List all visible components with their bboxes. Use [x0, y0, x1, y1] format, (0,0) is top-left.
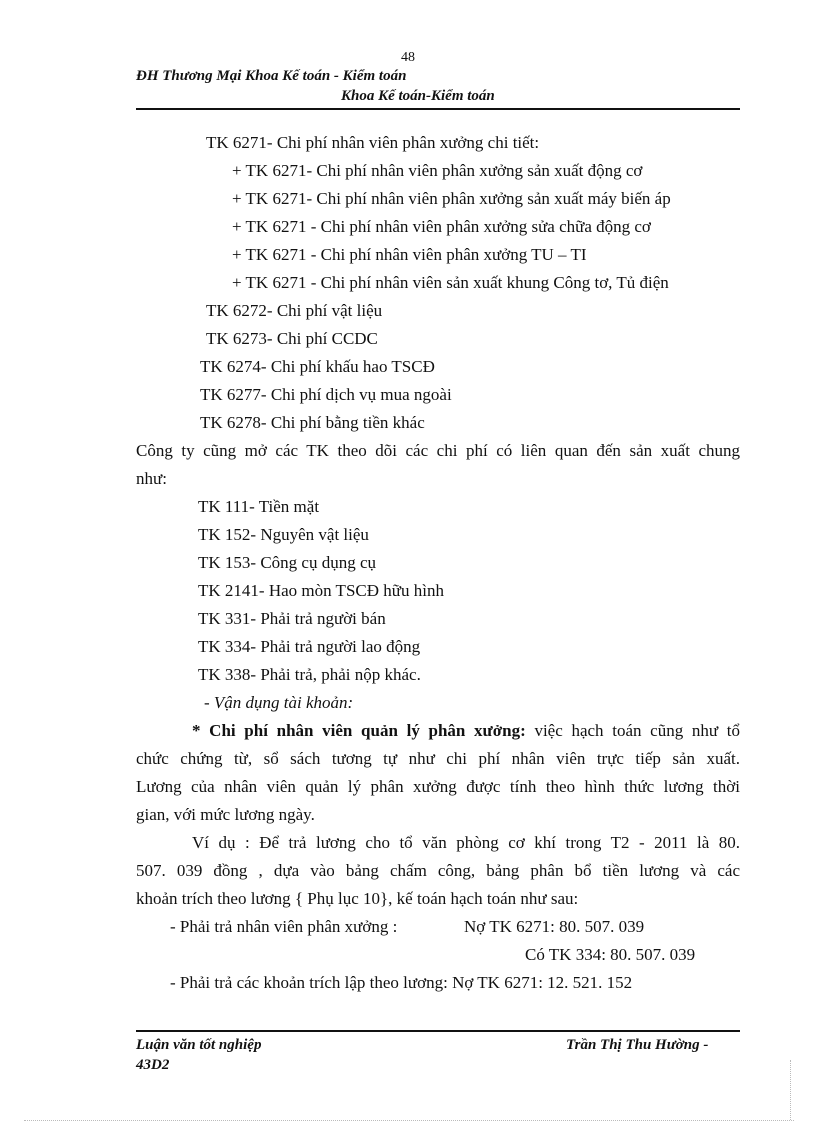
- footer-rule: [136, 1030, 740, 1032]
- intro-line-2: như:: [136, 469, 167, 488]
- entry1-debit: Nợ TK 6271: 80. 507. 039: [464, 917, 645, 936]
- footer-class-code: 43D2: [136, 1057, 170, 1073]
- account-item: TK 331- Phải trả người bán: [198, 609, 386, 628]
- footer-left: Luận văn tốt nghiệp: [136, 1037, 262, 1053]
- account-item: TK 152- Nguyên vật liệu: [198, 525, 369, 544]
- para1-line-1: [192, 720, 740, 742]
- entry1-label: - Phải trả nhân viên phân xưởng :: [170, 917, 398, 936]
- entry1-credit: Có TK 334: 80. 507. 039: [525, 945, 696, 964]
- para1-bold-lead: * Chi phí nhân viên quản lý phân xưởng:: [192, 721, 526, 740]
- page-border-dotted: [24, 1120, 794, 1121]
- sub-item: + TK 6271- Chi phí nhân viên phân xưởng sản xuất máy biến áp: [232, 189, 671, 208]
- tk-item: TK 6274- Chi phí khấu hao TSCĐ: [200, 357, 435, 376]
- header-line-2: Khoa Kế toán-Kiểm toán: [341, 88, 495, 104]
- footer-right: Trần Thị Thu Hường -: [566, 1037, 709, 1053]
- entry2: - Phải trả các khoản trích lập theo lương: Nợ TK 6271: 12. 521. 152: [170, 973, 633, 992]
- account-item: TK 2141- Hao mòn TSCĐ hữu hình: [198, 581, 444, 600]
- tk6271-detail: TK 6271- Chi phí nhân viên phân xưởng chi tiết:: [206, 133, 540, 152]
- account-item: TK 334- Phải trả người lao động: [198, 637, 421, 656]
- tk-item: TK 6277- Chi phí dịch vụ mua ngoài: [200, 385, 452, 404]
- account-item: TK 153- Công cụ dụng cụ: [198, 553, 377, 572]
- page-border-dotted-vertical: [790, 1060, 791, 1120]
- account-item: TK 111- Tiền mặt: [198, 497, 320, 516]
- para2-line-3: khoản trích theo lương { Phụ lục 10}, kế toán hạch toán như sau:: [136, 889, 579, 908]
- para1-line-3: Lương của nhân viên quản lý phân xưởng được tính theo hình thức lương thời: [136, 777, 740, 796]
- para1-line-1-rest: việc hạch toán cũng như tổ: [525, 721, 741, 740]
- page-number: 48: [401, 50, 415, 65]
- header-rule: [136, 108, 740, 110]
- para2-line-2: 507. 039 đồng , dựa vào bảng chấm công, bảng phân bổ tiền lương và các: [136, 861, 740, 880]
- account-item: TK 338- Phải trả, phải nộp khác.: [198, 665, 421, 684]
- tk-item: TK 6272- Chi phí vật liệu: [206, 301, 383, 320]
- sub-item: + TK 6271 - Chi phí nhân viên phân xưởng sửa chữa động cơ: [232, 217, 651, 236]
- sub-item: + TK 6271 - Chi phí nhân viên sản xuất khung Công tơ, Tủ điện: [232, 273, 669, 292]
- para1-line-2: chức chứng từ, sổ sách tương tự như chi phí nhân viên trực tiếp sản xuất.: [136, 749, 740, 768]
- tk-item: TK 6278- Chi phí bằng tiền khác: [200, 413, 425, 432]
- sub-item: + TK 6271 - Chi phí nhân viên phân xưởng TU – TI: [232, 245, 587, 264]
- tk-item: TK 6273- Chi phí CCDC: [206, 329, 378, 348]
- header-line-1: ĐH Thương Mại Khoa Kế toán - Kiểm toán: [136, 68, 407, 84]
- para2-line-1: Ví dụ : Để trả lương cho tổ văn phòng cơ khí trong T2 - 2011 là 80.: [192, 833, 740, 852]
- intro-line-1: Công ty cũng mở các TK theo dõi các chi phí có liên quan đến sản xuất chung: [136, 441, 740, 460]
- sub-item: + TK 6271- Chi phí nhân viên phân xưởng sản xuất động cơ: [232, 161, 643, 180]
- para1-line-4: gian, với mức lương ngày.: [136, 805, 315, 824]
- apply-heading: - Vận dụng tài khoản:: [204, 693, 354, 712]
